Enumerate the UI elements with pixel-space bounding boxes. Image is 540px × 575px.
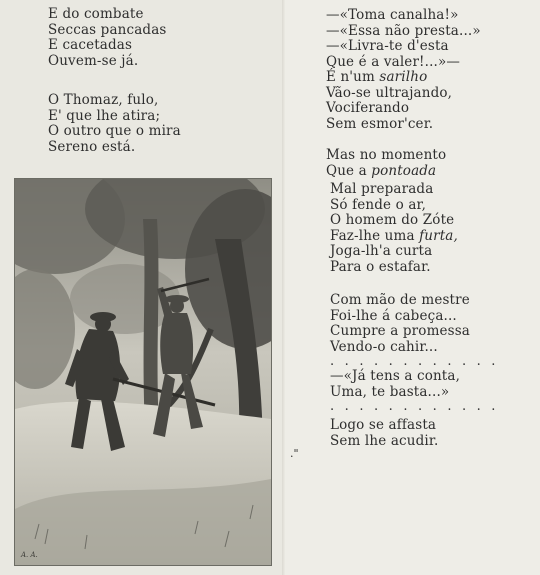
verse-line: Joga-lh'a curta	[330, 243, 433, 259]
verse-line: Cumpre a promessa	[330, 323, 471, 339]
verse-line: E cacetadas	[48, 37, 133, 53]
ellipsis-divider: . . . . . . . . . . . .	[330, 399, 499, 414]
verse-line: Só fende o ar,	[330, 196, 427, 213]
verse-line: Seccas pancadas	[48, 21, 167, 38]
verse-line: Sereno está.	[48, 138, 136, 155]
verse-line: —«Essa não presta...»	[326, 22, 481, 39]
verse-line	[326, 164, 446, 180]
stanza-right-5	[330, 418, 438, 449]
verse-line: Mal preparada	[330, 181, 434, 197]
artist-signature: A. A.	[21, 551, 38, 559]
book-gutter	[282, 0, 286, 575]
fight-scene-engraving	[15, 179, 271, 565]
verse-segment: Que a	[326, 162, 367, 179]
verse-line: Sem esmor'cer.	[326, 115, 434, 132]
verse-line	[326, 70, 481, 86]
verse-line: —«Já tens a conta,	[330, 368, 461, 384]
verse-line: —«Toma canalha!»	[326, 7, 459, 23]
verse-line: Logo se affasta	[330, 417, 437, 433]
stanza-right-4	[330, 293, 499, 414]
verse-line: —«Livra-te d'esta	[326, 38, 449, 54]
engraving-illustration	[14, 178, 272, 566]
stanza-right-1	[326, 8, 481, 132]
verse-line: Ouvem-se já.	[48, 52, 139, 69]
verse-line: Sem lhe acudir.	[330, 432, 439, 449]
verse-line: Vociferando	[326, 100, 410, 116]
verse-line: O Thomaz, fulo,	[48, 92, 159, 108]
verse-line: O outro que o mira	[48, 123, 181, 139]
verse-line: Para o estafar.	[330, 258, 431, 275]
verse-segment: Faz-lhe uma	[330, 227, 415, 244]
verse-line: E do combate	[48, 6, 144, 22]
verse-line	[330, 229, 458, 245]
verse-line: Mas no momento	[326, 147, 447, 163]
stanza-left-2	[48, 93, 181, 155]
verse-line: Uma, te basta...»	[330, 383, 450, 400]
verse-italic-word: pontoada	[371, 162, 437, 179]
closing-quote-mark: ."	[290, 447, 299, 460]
verse-line: Foi-lhe á cabeça...	[330, 307, 457, 324]
stanza-right-3	[330, 182, 458, 275]
verse-line: Que é a valer!...»—	[326, 53, 461, 70]
stanza-right-2	[326, 148, 446, 179]
verse-line: E' que lhe atira;	[48, 107, 161, 124]
verse-line: Vão-se ultrajando,	[326, 84, 453, 101]
verse-italic-word: furta,	[419, 227, 458, 244]
verse-line: O homem do Zóte	[330, 212, 455, 228]
verse-italic-word: sarilho	[379, 69, 428, 85]
verse-line: Com mão de mestre	[330, 292, 470, 308]
stanza-left-1	[48, 7, 167, 69]
verse-segment: É n'um	[326, 69, 375, 85]
verse-line: Vendo-o cahir...	[330, 338, 438, 355]
ellipsis-divider: . . . . . . . . . . . .	[330, 354, 499, 369]
